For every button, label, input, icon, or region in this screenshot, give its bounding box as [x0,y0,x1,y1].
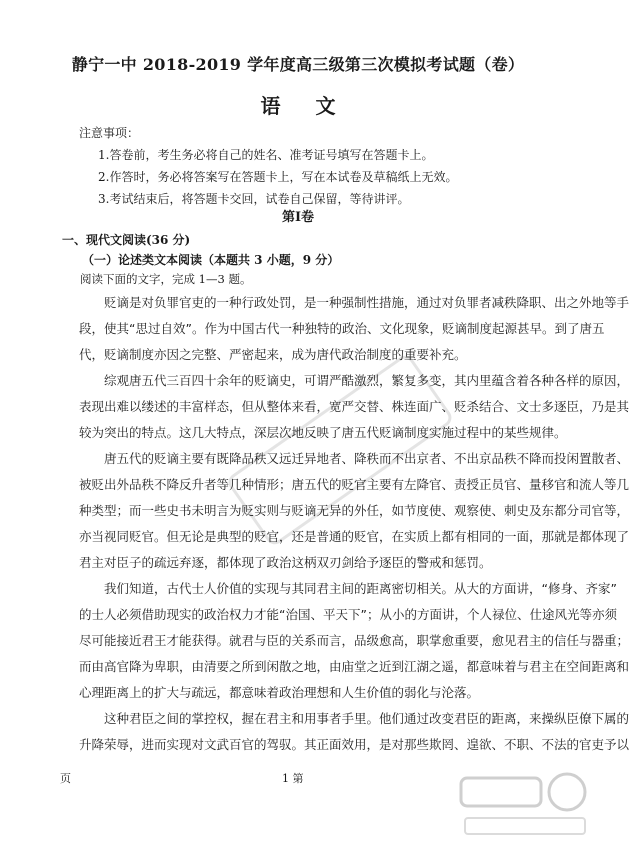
passage-line: 综观唐五代三百四十余年的贬谪史，可谓严酷激烈，繁复多变，其内里蕴含着各种各样的原因， [104,373,629,388]
passage-line: 君主对臣子的疏远弃逐，都体现了政治这柄双刃剑给予逐臣的警戒和惩罚。 [79,555,492,570]
passage-paragraph [79,290,629,368]
passage-paragraph [79,576,629,706]
passage-line: 的士人必须借助现实的政治权力才能“治国、平天下”；从小的方面讲，个人禄位、仕途风光等亦须 [79,607,617,622]
passage-line: 代，贬谪制度亦因之完整、严密起来，成为唐代政治制度的重要补充。 [79,347,467,362]
passage-line: 升降荣辱，进而实现对文武百官的驾驭。其正面效用，是对那些欺罔、遑欲、不职、不法的官吏予以 [79,737,629,752]
passage-line: 亦当视同贬官。但无论是典型的贬官，还是普通的贬官，在实质上都有相同的一面，那就是都体现了 [79,529,629,544]
notice-item: 2.作答时，务必将答案写在答题卡上，写在本试卷及草稿纸上无效。 [98,170,458,184]
passage-line: 种类型；而一些史书未明言为贬实则与贬谪无异的外任，如节度使、观察使、刺史及东都分司官等， [79,503,629,518]
passage-line: 表现出难以缕述的丰富样态，但从整体来看，宽严交替、株连面广、贬杀结合、文士多逐臣，乃是其 [79,399,629,414]
notice-item: 1.答卷前，考生务必将自己的姓名、准考证号填写在答题卡上。 [98,148,434,162]
passage-line: 贬谪是对负罪官吏的一种行政处罚，是一种强制性措施，通过对负罪者减秩降职、出之外地等手 [104,295,629,310]
passage-line: 被贬出外品秩不降反升者等几种情形；唐五代的贬官主要有左降官、责授正员官、量移官和流人等几 [79,477,629,492]
passage-line: 心理距离上的扩大与疏远，都意味着政治理想和人生价值的弱化与沦落。 [79,685,480,700]
passage-paragraph [79,446,629,576]
notice-block [79,122,549,210]
footer-page-label: 页 [60,772,71,785]
passage-line: 较为突出的特点。这几大特点，深层次地反映了唐五代贬谪制度实施过程中的某些规律。 [79,425,567,440]
subject-title: 语 文 [260,94,350,118]
section-title: 第Ⅰ卷 [281,210,315,225]
notice-item: 3.考试结束后，将答题卡交回，试卷自己保留，等待讲评。 [98,192,410,206]
passage-line: 唐五代的贬谪主要有既降品秩又远迁异地者、降秩而不出京者、不出京品秩不降而投闲置散者、 [104,451,629,466]
subsection-heading: （一）论述类文本阅读（本题共 3 小题，9 分） [82,253,340,267]
reading-passage [79,290,629,758]
passage-paragraph [79,368,629,446]
passage-line: 段，使其“思过自效”。作为中国古代一种独特的政治、文化现象，贬谪制度起源甚早。到了唐五 [79,321,605,336]
notice-heading: 注意事项： [79,126,140,140]
passage-paragraph [79,706,629,758]
reading-instruction: 阅读下面的文字，完成 1—3 题。 [80,272,252,286]
passage-line: 而由高官降为卑职，由清要之所到闲散之地，由庙堂之近到江湖之遥，都意味着与君主在空间距离和 [79,659,629,674]
passage-line: 我们知道，古代士人价值的实现与其同君主间的距离密切相关。从大的方面讲，“修身、齐家” [104,581,617,596]
page-title: 静宁一中 2018-2019 学年度高三级第三次模拟考试题（卷） [71,55,525,74]
passage-line: 尽可能接近君王才能获得。就君与臣的关系而言，品级愈高，职掌愈重要，愈见君主的信任与器重； [79,633,629,648]
part-heading: 一、现代文阅读(36 分) [62,233,191,247]
footer-page-number: 1 第 [282,772,304,785]
passage-line: 这种君臣之间的掌控权，握在君主和用事者手里。他们通过改变君臣的距离，来操纵臣僚下属的 [104,711,629,726]
answer-circle-logo [455,768,593,840]
